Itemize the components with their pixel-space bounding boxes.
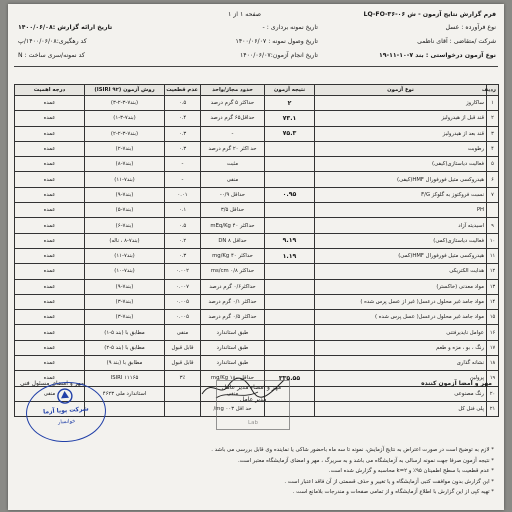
uncertainty-cell	[165, 386, 201, 401]
method-cell: (بند۷-۱۱)	[85, 248, 165, 263]
limit-cell: حداکثر ۰/۸ ms/cm	[201, 264, 265, 279]
report-notes	[18, 445, 494, 498]
result-cell	[265, 203, 315, 218]
row-number-cell: ۱۸	[487, 356, 499, 371]
uncertainty-cell: قابل قبول	[165, 356, 201, 371]
uncertainty-cell: ۰.۰۰۷	[165, 279, 201, 294]
importance-cell: عمده	[15, 96, 85, 111]
test-name-cell: ساکاروز	[315, 96, 487, 111]
test-name-cell: هیدروکسی متیل فورفورال HMF(کمی)	[315, 248, 487, 263]
limit-cell: طبق استاندارد	[201, 325, 265, 340]
limit-cell: حد اکثر ۲۰ گرم درصد	[201, 141, 265, 156]
uncertainty-cell: ۰.۵	[165, 218, 201, 233]
importance-cell: عمده	[15, 356, 85, 371]
table-row	[15, 340, 499, 355]
sample-code: کد نمونه/سری ساخت : N	[18, 52, 85, 59]
method-cell: (بند۷-۲)	[85, 141, 165, 156]
result-cell	[265, 141, 315, 156]
test-name-cell: پلی فنل کل	[315, 401, 487, 416]
receive-date: تاریخ وصول نمونه : ۱۴۰۰/۰۶/۰۷	[235, 38, 318, 45]
result-cell: ۱.۱۹	[265, 248, 315, 263]
result-cell	[265, 356, 315, 371]
form-title: فرم گزارش نتایج آزمون - ش LQ-FO-۳۶-۰۶	[363, 11, 496, 18]
table-row	[15, 310, 499, 325]
result-cell: ۳۳۵.۵۵	[265, 371, 315, 386]
importance-cell: عمده	[15, 187, 85, 202]
uncertainty-cell: قابل قبول	[165, 340, 201, 355]
test-name-cell: مواد جامد غیر محلول درعسل( عسل پرس شده )	[315, 310, 487, 325]
importance-cell: عمده	[15, 279, 85, 294]
test-name-cell: رطوبت	[315, 141, 487, 156]
row-number-cell: ۱۲	[487, 264, 499, 279]
table-row	[15, 203, 499, 218]
col-header-importance: درجه اهمیت	[15, 85, 85, 96]
limit-cell: حداکثر۰/۶ گرم درصد	[201, 279, 265, 294]
test-name-cell: قند قبل از هیدرولیز	[315, 111, 487, 126]
row-number-cell: ۱۷	[487, 340, 499, 355]
result-cell	[265, 310, 315, 325]
limit-cell: حداقل ۸ DN	[201, 233, 265, 248]
row-number-cell: ۳	[487, 126, 499, 141]
limit-cell: -	[201, 126, 265, 141]
sampling-date: تاریخ نمونه برداری : -	[262, 24, 318, 31]
importance-cell: عمده	[15, 233, 85, 248]
uncertainty-cell: ۰.۳	[165, 141, 201, 156]
test-name-cell: هدایت الکتریکی	[315, 264, 487, 279]
result-cell: ۲	[265, 96, 315, 111]
method-cell: (بند۷-۳-۲-۲)	[85, 126, 165, 141]
importance-cell: عمده	[15, 126, 85, 141]
note-line: * لازم به توضیح است در صورت اعتراض به نتایج آزمایش، نمونه تا سه ماه باحضور شاکی یا نماینده وی قابل بررسی می باشد .	[211, 447, 494, 453]
test-name-cell: هیدروکسی متیل فورفورال HMF(کیفی)	[315, 172, 487, 187]
table-row	[15, 141, 499, 156]
table-row	[15, 356, 499, 371]
importance-cell: عمده	[15, 111, 85, 126]
result-cell: ۷۵.۳	[265, 126, 315, 141]
test-name-cell: قند بعد از هیدرولیز	[315, 126, 487, 141]
test-name-cell: PH	[315, 203, 487, 218]
result-cell	[265, 172, 315, 187]
stamp-company-name: شرکت پویا آزما	[42, 405, 89, 416]
method-cell: استاندارد ملی ۴۶۲۳	[85, 386, 165, 401]
uncertainty-cell: منفی	[165, 325, 201, 340]
test-name-cell: رنگ مصنوعی	[315, 386, 487, 401]
importance-cell: عمده	[15, 248, 85, 263]
result-cell	[265, 325, 315, 340]
col-header-row-number: ردیف	[487, 85, 499, 96]
row-number-cell: ۴	[487, 141, 499, 156]
report-date: تاریخ ارائه گزارش :۱۴۰۰/۰۶/۰۸	[18, 24, 113, 31]
table-row	[15, 126, 499, 141]
lab-stamp	[216, 380, 290, 430]
method-cell: (بند۷-۹)	[85, 279, 165, 294]
result-cell: ۷۳.۱	[265, 111, 315, 126]
uncertainty-cell: ۰.۰۰۵	[165, 310, 201, 325]
importance-cell: عمده	[15, 340, 85, 355]
method-cell: مطابق با (بند ۹)	[85, 356, 165, 371]
method-cell: (بند۷-۸ ، ناله)	[85, 233, 165, 248]
uncertainty-cell: ۰.۳	[165, 126, 201, 141]
row-number-cell: ۱۳	[487, 279, 499, 294]
importance-cell: عمده	[15, 157, 85, 172]
row-number-cell: ۷	[487, 187, 499, 202]
applicant: شرکت /متقاضی : آقای ناظمی	[417, 38, 496, 45]
header-divider	[14, 66, 498, 67]
table-row	[15, 157, 499, 172]
table-row	[15, 264, 499, 279]
importance-cell: عمده	[15, 218, 85, 233]
table-row	[15, 111, 499, 126]
limit-cell: طبق استاندارد	[201, 340, 265, 355]
uncertainty-cell: -	[165, 172, 201, 187]
uncertainty-cell: ۰.۲	[165, 233, 201, 248]
row-number-cell: ۶	[487, 172, 499, 187]
row-number-cell: ۱۰	[487, 233, 499, 248]
uncertainty-cell: ۰.۳	[165, 248, 201, 263]
limit-cell: حداکثر ۰/۱ گرم درصد	[201, 294, 265, 309]
method-cell: مطابق با (بند ۵-۱)	[85, 325, 165, 340]
row-number-cell: ۲	[487, 111, 499, 126]
method-cell: (بند۷-۵)	[85, 203, 165, 218]
test-date: تاریخ انجام آزمون:۱۴۰۰/۰۶/۰۷	[239, 52, 318, 59]
uncertainty-cell: ۳٪	[165, 371, 201, 386]
limit-cell: حداقل ۱۸۰ mg/Kg	[201, 371, 265, 386]
col-header-test-name: نوع آزمون	[315, 85, 487, 96]
note-line: * این گزارش بدون موافقت کتبی آزمایشگاه و یا تغییر و حذف قسمتی از آن فاقد اعتبار است .	[284, 478, 494, 485]
test-name-cell: فعالیت دیاستازی(کمی)	[315, 233, 487, 248]
limit-cell: حداکثر ۰/۵ گرم درصد	[201, 310, 265, 325]
table-row	[15, 248, 499, 263]
page-number: صفحه ۱ از ۱	[228, 11, 261, 18]
uncertainty-cell: ۰.۰۱	[165, 187, 201, 202]
ceo-title-label: مهر و امضاء مدیر عامل	[222, 384, 282, 391]
results-table	[14, 84, 499, 417]
tracking-code: کد رهگیری:۱۴۰۰/۰۶/۰۸/پ	[18, 38, 87, 45]
row-number-cell: ۱۴	[487, 294, 499, 309]
requested-tests: نوع آزمون درخواستی : بند ۷-۱۰-۱۱-۱۹	[378, 52, 496, 59]
limit-cell: منفی	[201, 386, 265, 401]
stamp-city: خوانسار	[57, 418, 76, 426]
result-cell	[265, 279, 315, 294]
result-cell: ۰.۹۵	[265, 187, 315, 202]
result-cell	[265, 264, 315, 279]
col-header-uncertainty: عدم قطعیت	[165, 85, 201, 96]
uncertainty-cell: ۰.۱	[165, 203, 201, 218]
test-name-cell: اسیدیته آزاد	[315, 218, 487, 233]
limit-cell: مثبت	[201, 157, 265, 172]
uncertainty-cell: ۰.۴	[165, 111, 201, 126]
uncertainty-cell: -	[165, 157, 201, 172]
table-row	[15, 172, 499, 187]
method-cell: (بند۷-۳-۱)	[85, 111, 165, 126]
importance-cell: عمده	[15, 371, 85, 386]
limit-cell: حداقل ۰/۹-	[201, 187, 265, 202]
row-number-cell: ۱	[487, 96, 499, 111]
row-number-cell: ۵	[487, 157, 499, 172]
table-row	[15, 187, 499, 202]
method-cell: ISIRI ۱۱۱۶۵	[85, 371, 165, 386]
tech-manager-signature-label: مهر و امضای مسئول فنی	[20, 380, 84, 387]
method-cell: مطابق با (بند ۵-۲)	[85, 340, 165, 355]
test-officer-signature-label: مهر و امضا آزمون کننده	[421, 380, 492, 387]
limit-cell: حد اقل ۰۰۳ mg/	[201, 401, 265, 416]
importance-cell: عمده	[15, 203, 85, 218]
result-cell: ۹.۱۹	[265, 233, 315, 248]
col-header-limit: حدود مجاز/واحد	[201, 85, 265, 96]
importance-cell: عمده	[15, 172, 85, 187]
uncertainty-cell	[165, 401, 201, 416]
test-name-cell: نسبت فروکتوز به گلوکز F/G	[315, 187, 487, 202]
importance-cell: عمده	[15, 264, 85, 279]
test-name-cell: رنگ ، بو ، مزه و طعم	[315, 340, 487, 355]
note-line: * نتیجه آزمون صرفا جهت نمونه ارسالی به آزمایشگاه می باشد و به سریرگ ، مهر و امضای آزمایشگاه معتبر است.	[237, 457, 494, 464]
row-number-cell: ۱۱	[487, 248, 499, 263]
report-sheet	[8, 4, 504, 510]
result-cell	[265, 294, 315, 309]
uncertainty-cell: ۰.۵	[165, 96, 201, 111]
table-row	[15, 279, 499, 294]
table-header-row	[15, 85, 499, 96]
row-number-cell	[487, 203, 499, 218]
row-number-cell: ۱۹	[487, 371, 499, 386]
table-row	[15, 96, 499, 111]
importance-cell: عمده	[15, 325, 85, 340]
row-number-cell: ۱۶	[487, 325, 499, 340]
method-cell: (بند۷-۱۰)	[85, 264, 165, 279]
test-name-cell: نشانه گذاری	[315, 356, 487, 371]
note-line: * تهیه کپی از این گزارش با اطلاع آزمایشگاه و از تمامی صفحات و مندرجات بلامانع است .	[292, 489, 494, 496]
col-header-method: روش آزمون (ISIRI ۹۲)	[85, 85, 165, 96]
limit-cell: حداکثر ۴۰ mEq/Kg	[201, 218, 265, 233]
test-name-cell: عوامل نایدیرفتنی	[315, 325, 487, 340]
row-number-cell: ۹	[487, 218, 499, 233]
test-name-cell: فعالیت دیاستازی(کیفی)	[315, 157, 487, 172]
limit-cell: منفی	[201, 172, 265, 187]
test-name-cell: پرولین	[315, 371, 487, 386]
table-row	[15, 218, 499, 233]
row-number-cell: ۲۱	[487, 401, 499, 416]
limit-cell: حداکثر ۵ گرم درصد	[201, 96, 265, 111]
table-row	[15, 294, 499, 309]
result-cell	[265, 218, 315, 233]
limit-cell: حداقل۶۵ گرم درصد	[201, 111, 265, 126]
result-cell	[265, 157, 315, 172]
method-cell: (بند۷-۱۱)	[85, 172, 165, 187]
importance-cell: عمده	[15, 310, 85, 325]
method-cell: (بند۷-۳)	[85, 310, 165, 325]
ceo-name-label: مدیر عامل	[240, 396, 267, 403]
row-number-cell: ۱۵	[487, 310, 499, 325]
importance-cell: منفی	[15, 386, 85, 401]
row-number-cell: ۲۰	[487, 386, 499, 401]
method-cell: (بند۷-۶)	[85, 218, 165, 233]
stamp-logo-icon	[55, 386, 74, 405]
results-table-body	[15, 96, 499, 417]
uncertainty-cell: ۰.۰۰۵	[165, 294, 201, 309]
col-header-result: نتیجه آزمون	[265, 85, 315, 96]
method-cell: (بند۷-۹)	[85, 187, 165, 202]
lab-stamp-text: Lab	[248, 420, 258, 426]
test-name-cell: مواد معدنی (خاکستر)	[315, 279, 487, 294]
limit-cell: حداکثر ۴۰ mg/Kg	[201, 248, 265, 263]
method-cell: (بند۷-۳-۲-۳)	[85, 96, 165, 111]
result-cell	[265, 340, 315, 355]
uncertainty-cell: ۰.۰۰۲	[165, 264, 201, 279]
test-name-cell: مواد جامد غیر محلول درعسل( غیر از عسل پرس شده )	[315, 294, 487, 309]
note-line: * عدم قطعیت با سطح اطمینان ۹۵٪ و k=۲ محاسبه و گزارش شده است.	[328, 468, 494, 475]
method-cell: (بند۷-۳)	[85, 294, 165, 309]
limit-cell: حداقل ۳/۵	[201, 203, 265, 218]
limit-cell: طبق استاندارد	[201, 356, 265, 371]
table-row	[15, 325, 499, 340]
method-cell: (بند۷-۸)	[85, 157, 165, 172]
importance-cell: عمده	[15, 294, 85, 309]
table-row	[15, 233, 499, 248]
product-type: نوع فرآورده : عسل	[445, 24, 496, 31]
importance-cell: عمده	[15, 141, 85, 156]
